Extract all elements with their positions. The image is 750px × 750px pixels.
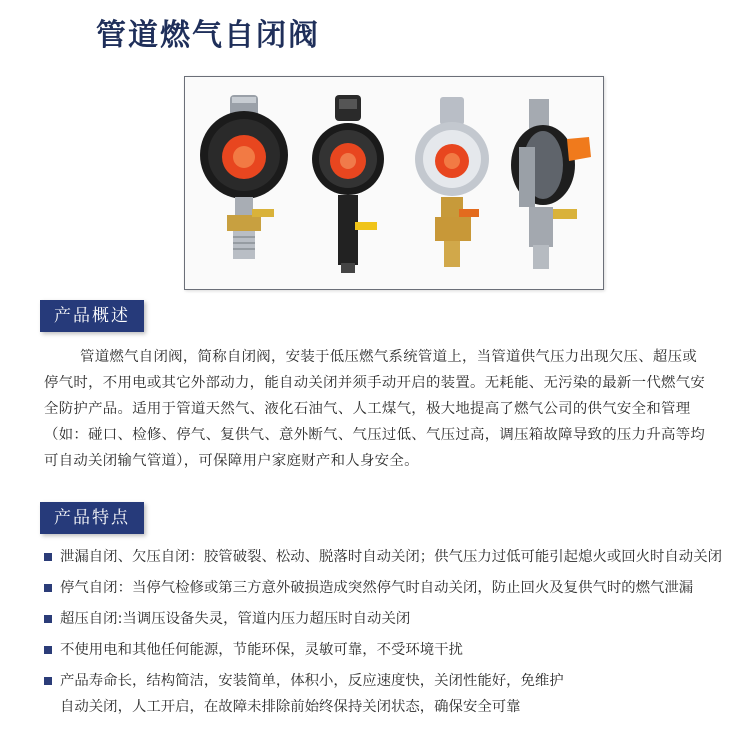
overview-section-label: 产品概述 (40, 300, 144, 332)
bullet-icon (44, 646, 52, 654)
feature-continuation: 自动关闭，人工开启，在故障未排除前始终保持关闭状态，确保安全可靠 (60, 699, 521, 715)
feature-text: 泄漏自闭、欠压自闭：胶管破裂、松动、脱落时自动关闭；供气压力过低可能引起熄火或回火时自动关闭 (60, 549, 722, 565)
feature-text: 不使用电和其他任何能源，节能环保，灵敏可靠，不受环境干扰 (60, 642, 463, 658)
overview-paragraph (44, 344, 710, 474)
bullet-icon (44, 615, 52, 623)
list-item (44, 607, 724, 631)
bullet-icon (44, 553, 52, 561)
valve-image-3 (407, 77, 497, 287)
valve-image-1 (197, 77, 292, 287)
valve-image-2 (303, 77, 393, 287)
page-title: 管道燃气自闭阀 (96, 18, 320, 53)
list-item (44, 576, 724, 600)
bullet-icon (44, 677, 52, 685)
feature-text: 超压自闭:当调压设备失灵，管道内压力超压时自动关闭 (60, 611, 411, 627)
feature-text: 停气自闭：当停气检修或第三方意外破损造成突然停气时自动关闭，防止回火及复供气时的燃气泄漏 (60, 580, 694, 596)
list-item (44, 669, 724, 693)
product-photo (184, 76, 604, 290)
features-section-label: 产品特点 (40, 502, 144, 534)
bullet-icon (44, 584, 52, 592)
feature-text: 产品寿命长，结构简洁，安装简单，体积小，反应速度快，关闭性能好，免维护 (60, 673, 564, 689)
overview-text: 管道燃气自闭阀，简称自闭阀，安装于低压燃气系统管道上，当管道供气压力出现欠压、超压或停气时，不用电或其它外部动力，能自动关闭并须手动开启的装置。无耗能、无污染的最新一代燃气安全防护产品。适用于管道天然气、液化石油气、人工煤气，极大地提高了燃气公司的供气安全和管理（如：碰口、检修、停气、复供气、意外断气、气压过低、气压过高，调压箱故障导致的压力升高等均可自动关闭输气管道），可保障用户家庭财产和人身安全。 (44, 349, 706, 469)
list-item (44, 638, 724, 662)
features-list (44, 545, 724, 726)
valve-image-4 (503, 77, 599, 287)
list-item (44, 545, 724, 569)
